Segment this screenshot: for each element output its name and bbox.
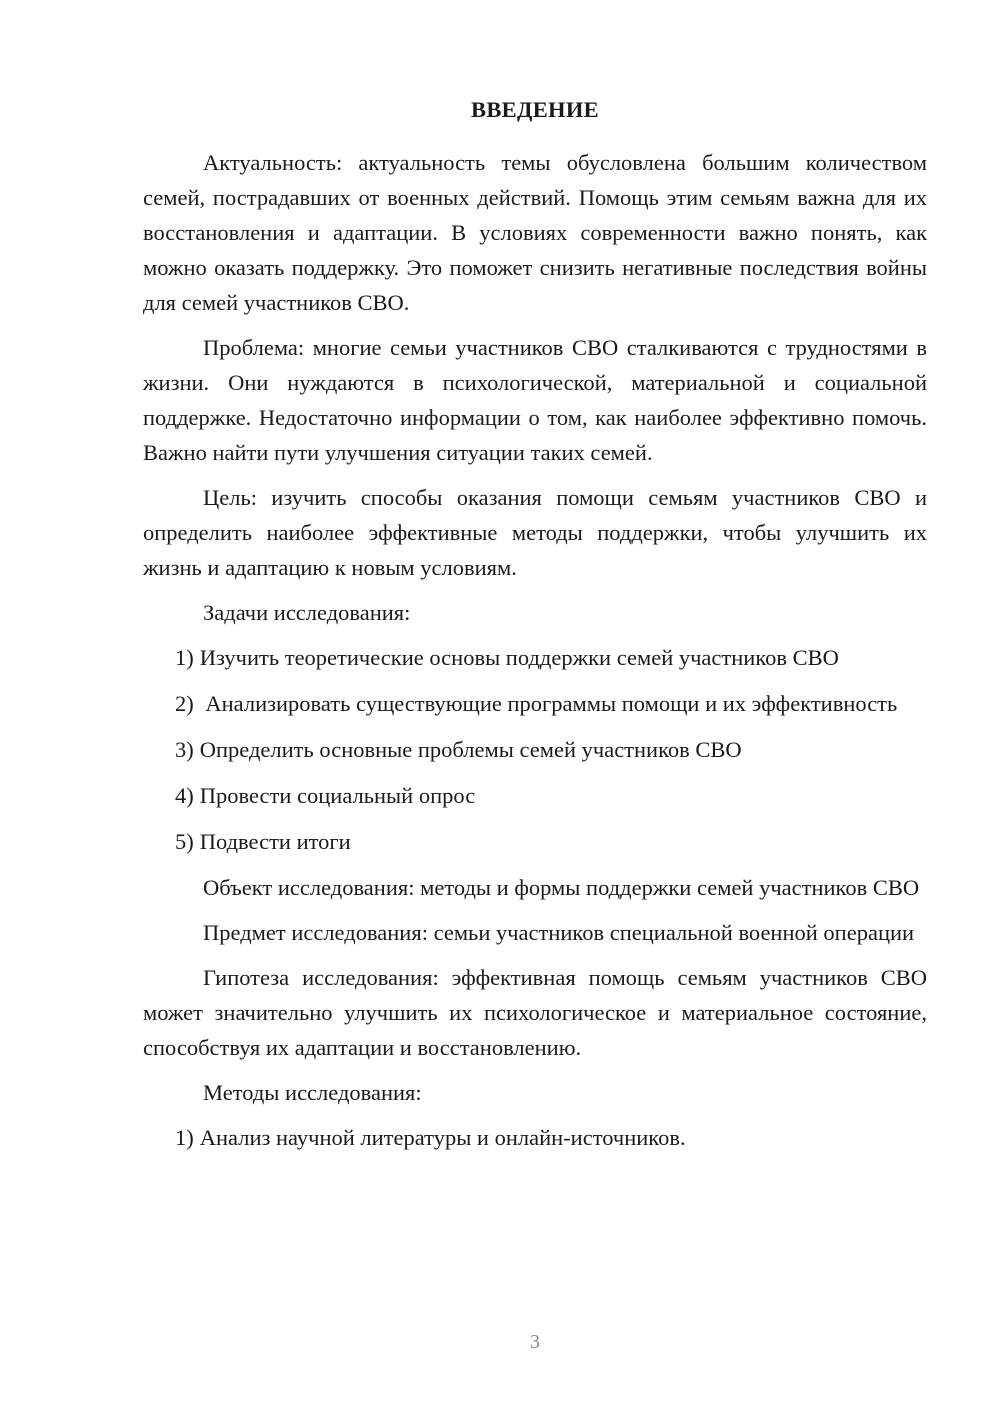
task-item [143,732,927,767]
task-item [143,778,927,813]
relevance-paragraph: Актуальность: актуальность темы обусловлена большим количеством семей, пострадавших от военных действий. Помощь этим семьям важна для их восстановления и адаптации. В условиях современности важно понять, как можно оказать поддержку. Это поможет снизить негативные последствия войны для семей участников СВО. [143,150,927,315]
hypothesis-paragraph: Гипотеза исследования: эффективная помощь семьям участников СВО может значительно улучшить их психологическое и материальное состояние, способствуя их адаптации и восстановлению. [143,965,927,1060]
subject-paragraph: Предмет исследования: семьи участников специальной военной операции [203,920,915,945]
task-item [143,686,927,721]
task-text: Изучить теоретические основы поддержки семей участников СВО [199,645,839,670]
task-number: 4) [175,783,194,808]
method-item [143,1120,927,1155]
task-number: 3) [175,737,194,762]
task-number: 1) [175,645,194,670]
task-text: Определить основные проблемы семей участников СВО [199,737,742,762]
task-item [143,824,927,859]
method-text: Анализ научной литературы и онлайн-источников. [199,1125,686,1150]
goal-paragraph: Цель: изучить способы оказания помощи семьям участников СВО и определить наиболее эффективные методы поддержки, чтобы улучшить их жизнь и адаптацию к новым условиям. [143,485,927,580]
section-heading: ВВЕДЕНИЕ [471,97,599,122]
task-number: 2) [175,691,194,716]
method-number: 1) [175,1125,194,1150]
object-paragraph: Объект исследования: методы и формы поддержки семей участников СВО [203,875,920,900]
tasks-title: Задачи исследования: [203,600,411,625]
task-text: Подвести итоги [199,829,351,854]
task-text: Провести социальный опрос [199,783,476,808]
task-text: Анализировать существующие программы помощи и их эффективность [205,691,898,716]
task-item [143,640,927,675]
document-body [143,92,927,1166]
methods-title: Методы исследования: [203,1080,422,1105]
page-number: 3 [530,1331,540,1353]
task-number: 5) [175,829,194,854]
problem-paragraph: Проблема: многие семьи участников СВО сталкиваются с трудностями в жизни. Они нуждаются в психологической, материальной и социальной поддержке. Недостаточно информации о том, как наиболее эффективно помочь. Важно найти пути улучшения ситуации таких семей. [143,335,927,465]
